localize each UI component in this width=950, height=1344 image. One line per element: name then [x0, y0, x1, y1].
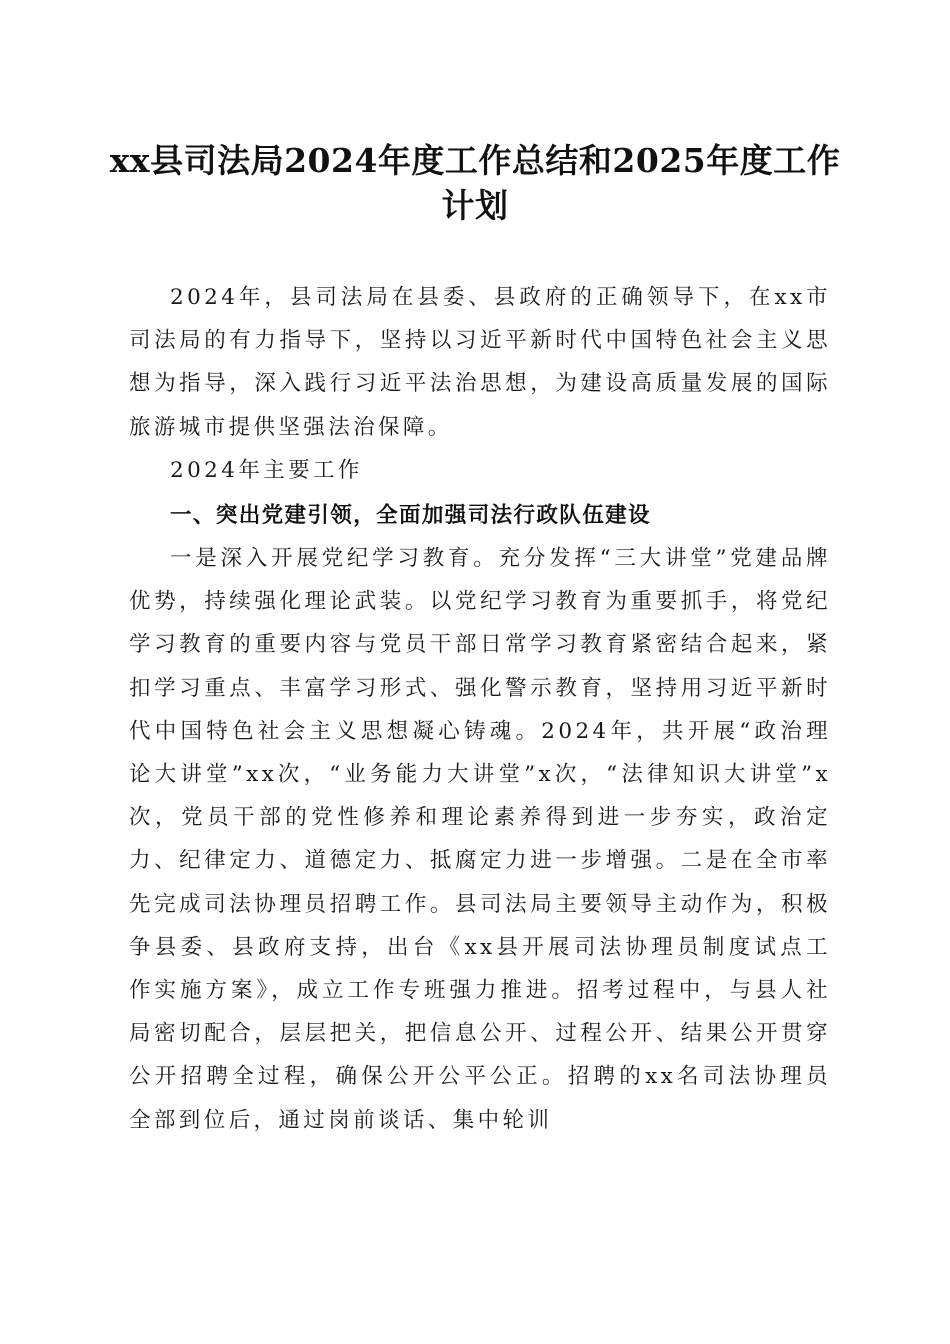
section-one-body: 一是深入开展党纪学习教育。充分发挥“三大讲堂”党建品牌优势，持续强化理论武装。以党纪学习教育为重要抓手，将党纪学习教育的重要内容与党员干部日常学习教育紧密结合起来，紧扣学习重点、丰富学习形式、强化警示教育，坚持用习近平新时代中国特色社会主义思想凝心铸魂。2024年，共开展“政治理论大讲堂”xx次，“业务能力大讲堂”x次，“法律知识大讲堂”x次，党员干部的党性修养和理论素养得到进一步夯实，政治定力、纪律定力、道德定力、抵腐定力进一步增强。二是在全市率先完成司法协理员招聘工作。县司法局主要领导主动作为，积极争县委、县政府支持，出台《xx县开展司法协理员制度试点工作实施方案》，成立工作专班强力推进。招考过程中，与县人社局密切配合，层层把关，把信息公开、过程公开、结果公开贯穿公开招聘全过程，确保公开公平公正。招聘的xx名司法协理员全部到位后，通过岗前谈话、集中轮训 — [129, 546, 831, 1133]
document-title: xx县司法局2024年度工作总结和2025年度工作计划 — [109, 141, 841, 225]
main-work-heading: 2024年主要工作 — [170, 458, 363, 483]
intro-paragraph: 2024年，县司法局在县委、县政府的正确领导下，在xx市司法局的有力指导下，坚持以习近平新时代中国特色社会主义思想为指导，深入践行习近平法治思想，为建设高质量发展的国际旅游城市提供坚强法治保障。 — [129, 285, 831, 440]
section-one-heading: 一、突出党建引领，全面加强司法行政队伍建设 — [170, 503, 651, 528]
